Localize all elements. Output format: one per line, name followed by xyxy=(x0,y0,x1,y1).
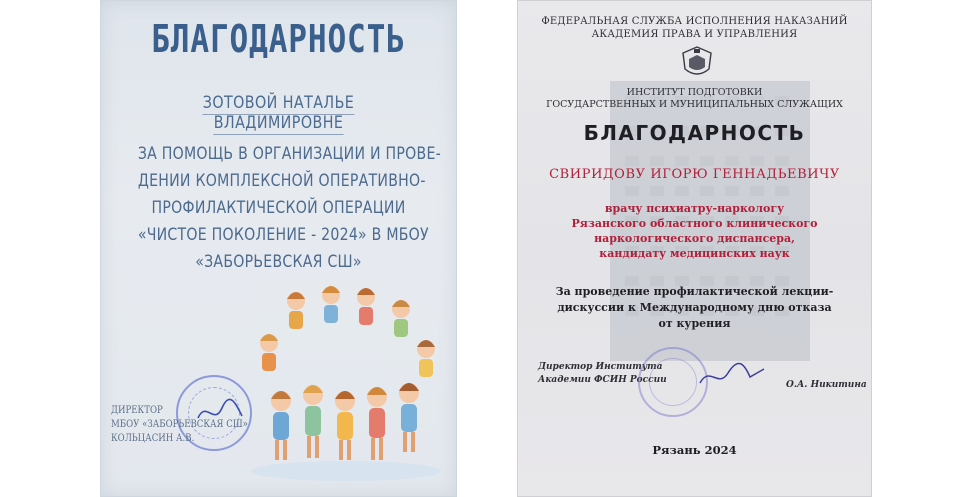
position-line: кандидату медицинских наук xyxy=(599,247,790,260)
signature-line: МБОУ «ЗАБОРЬЕВСКАЯ СШ» xyxy=(111,419,248,430)
reason-line: «ЧИСТОЕ ПОКОЛЕНИЕ - 2024» В МБОУ xyxy=(137,225,429,245)
certificate-title: БЛАГОДАРНОСТЬ xyxy=(151,17,406,61)
recipient-name: СВИРИДОВУ ИГОРЮ ГЕННАДЬЕВИЧУ xyxy=(549,167,840,182)
org-line: АКАДЕМИЯ ПРАВА И УПРАВЛЕНИЯ xyxy=(591,29,798,40)
reason-line: «ЗАБОРЬЕВСКАЯ СШ» xyxy=(195,252,362,272)
signature-scribble xyxy=(698,359,768,393)
position-line: врачу психиатру-наркологу xyxy=(604,202,785,215)
signature-line: ДИРЕКТОР xyxy=(111,405,163,416)
reason-text xyxy=(518,284,871,332)
signature-title-line: Академии ФСИН России xyxy=(538,375,667,385)
position-line: наркологического диспансера, xyxy=(594,232,795,245)
position-line: Рязанского областного клинического xyxy=(571,217,818,230)
certificate-right xyxy=(517,0,872,497)
reason-line: ЗА ПОМОЩЬ В ОРГАНИЗАЦИИ И ПРОВЕ- xyxy=(137,144,441,164)
child-figure xyxy=(335,391,355,460)
city-year: Рязань 2024 xyxy=(652,443,737,457)
institute-line: ГОСУДАРСТВЕННЫХ И МУНИЦИПАЛЬНЫХ СЛУЖАЩИХ xyxy=(546,99,843,110)
signature-line: КОЛЬЦАСИН А.В. xyxy=(111,433,195,444)
signatory-name: О.А. Никитина xyxy=(786,380,867,390)
signature-title-line: Директор Института xyxy=(538,362,663,372)
reason-line: За проведение профилактической лекции- xyxy=(555,285,834,298)
child-figure xyxy=(271,391,291,460)
children-illustration xyxy=(231,271,457,491)
reason-line: ПРОФИЛАКТИЧЕСКОЙ ОПЕРАЦИИ xyxy=(151,198,406,218)
child-figure xyxy=(399,383,419,452)
child-figure xyxy=(417,340,435,377)
institute-line: ИНСТИТУТ ПОДГОТОВКИ xyxy=(626,87,763,98)
signature-block xyxy=(111,404,248,446)
certificate-left xyxy=(100,0,457,497)
reason-text xyxy=(137,141,441,276)
child-figure xyxy=(357,288,375,325)
child-figure xyxy=(392,300,410,337)
organization-header xyxy=(518,15,871,41)
reason-line: дискуссии к Международному дню отказа xyxy=(557,301,832,314)
child-figure xyxy=(303,385,323,458)
child-figure xyxy=(367,387,387,460)
certificate-title: БЛАГОДАРНОСТЬ xyxy=(583,121,806,145)
recipient-name-text: ЗОТОВОЙ НАТАЛЬЕ ВЛАДИМИРОВНЕ xyxy=(202,93,355,133)
child-figure xyxy=(287,292,305,329)
org-line: ФЕДЕРАЛЬНАЯ СЛУЖБА ИСПОЛНЕНИЯ НАКАЗАНИЙ xyxy=(541,16,848,27)
recipient-position xyxy=(518,201,871,261)
child-figure xyxy=(260,334,278,371)
institute-header xyxy=(518,87,871,111)
recipient-name xyxy=(146,93,411,133)
child-figure xyxy=(322,286,340,323)
reason-line: от курения xyxy=(658,317,731,330)
academy-emblem-icon xyxy=(679,45,715,81)
reason-line: ДЕНИИ КОМПЛЕКСНОЙ ОПЕРАТИВНО- xyxy=(137,171,426,191)
